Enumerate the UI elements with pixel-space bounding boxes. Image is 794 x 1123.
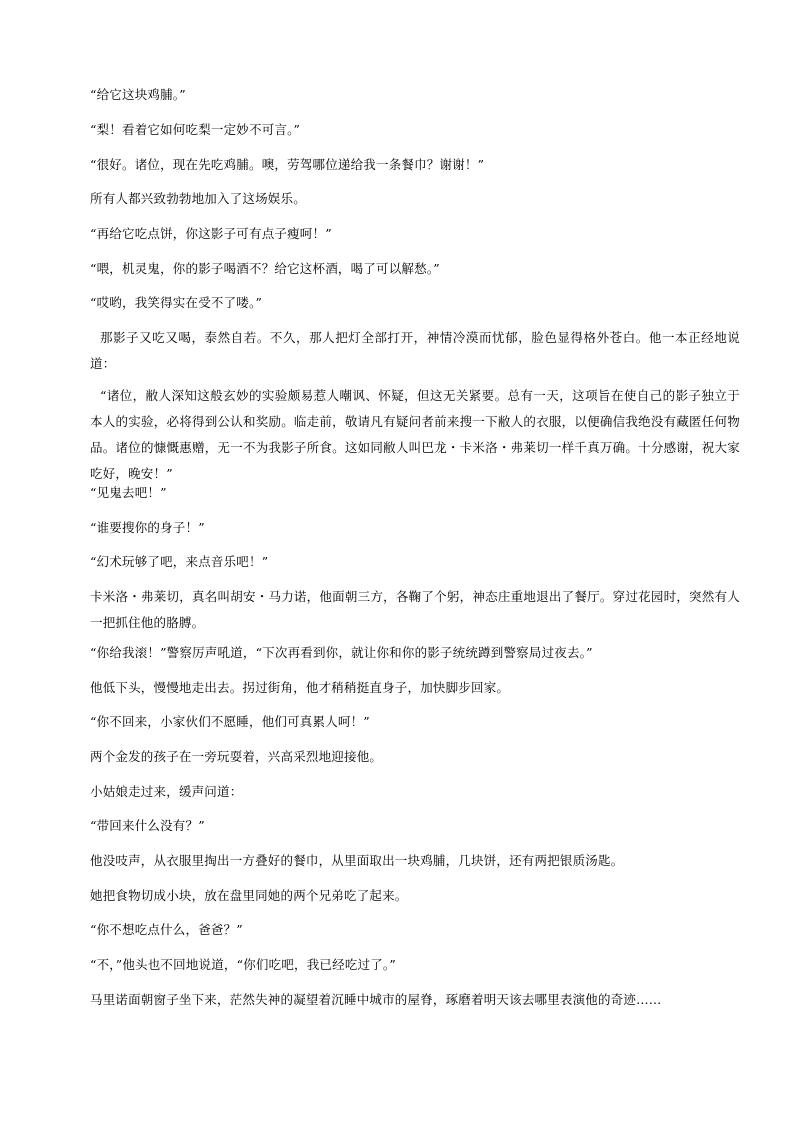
paragraph-8: 那影子又吃又喝，泰然自若。不久，那人把灯全部打开，神情冷漠而忧郁，脸色显得格外苍白。他一本正经地说道：	[90, 330, 740, 371]
paragraph-13: 卡米洛・弗莱切，真名叫胡安・马力诺，他面朝三方，各鞠了个躬，神态庄重地退出了餐厅。穿过花园时，突然有人一把抓住他的胳膊。	[90, 589, 740, 630]
paragraph-18: 小姑娘走过来，缓声问道：	[90, 784, 243, 799]
paragraph-9: “诸位，敝人深知这般玄妙的实验颇易惹人嘲讽、怀疑，但这无关紧要。总有一天，这项旨在使自己的影子独立于本人的实验，必将得到公认和奖励。临走前，敬请凡有疑问者前来搜一下敝人的衣服，以便确信我绝没有藏匿任何物品。诸位的慷慨惠赠，无一不为我影子所食。这如同敝人叫巴龙・卡米洛・弗莱切一样千真万确。十分感谢，祝大家吃好，晚安！”	[90, 388, 740, 481]
paragraph-3: “很好。诸位，现在先吃鸡脯。噢，劳驾哪位递给我一条餐巾？谢谢！”	[90, 157, 485, 172]
paragraph-6: “喂，机灵鬼，你的影子喝酒不？给它这杯酒，喝了可以解愁。”	[90, 261, 440, 276]
paragraph-21: 她把食物切成小块，放在盘里同她的两个兄弟吃了起来。	[90, 888, 408, 903]
paragraph-19: “带回来什么没有？”	[90, 818, 205, 833]
paragraph-24: 马里诺面朝窗子坐下来，茫然失神的凝望着沉睡中城市的屋脊，琢磨着明天该去哪里表演他的奇迹……	[90, 992, 662, 1007]
paragraph-1: “给它这块鸡脯。”	[90, 87, 186, 102]
paragraph-10: “见鬼去吧！”	[90, 485, 167, 500]
paragraph-2: “梨！看着它如何吃梨一定妙不可言。”	[90, 122, 301, 137]
paragraph-23: “不，”他头也不回地说道，“你们吃吧，我已经吃过了。”	[90, 957, 396, 972]
paragraph-20: 他没吱声，从衣服里掏出一方叠好的餐巾，从里面取出一块鸡脯，几块饼，还有两把银质汤匙。	[90, 853, 624, 868]
paragraph-15: 他低下头，慢慢地走出去。拐过街角，他才稍稍挺直身子，加快脚步回家。	[90, 680, 510, 695]
paragraph-16: “你不回来，小家伙们不愿睡，他们可真累人呵！”	[90, 714, 370, 729]
paragraph-11: “谁要搜你的身子！”	[90, 520, 205, 535]
paragraph-22: “你不想吃点什么，爸爸？”	[90, 922, 243, 937]
paragraph-5: “再给它吃点饼，你这影子可有点子瘦呵！”	[90, 226, 332, 241]
paragraph-12: “幻术玩够了吧，来点音乐吧！”	[90, 554, 269, 569]
paragraph-17: 两个金发的孩子在一旁玩耍着，兴高采烈地迎接他。	[90, 749, 383, 764]
paragraph-4: 所有人都兴致勃勃地加入了这场娱乐。	[90, 191, 306, 206]
paragraph-14: “你给我滚！”警察厉声吼道，“下次再看到你，就让你和你的影子统统蹲到警察局过夜去。”	[90, 645, 593, 660]
paragraph-7: “哎哟，我笑得实在受不了喽。”	[90, 295, 263, 310]
